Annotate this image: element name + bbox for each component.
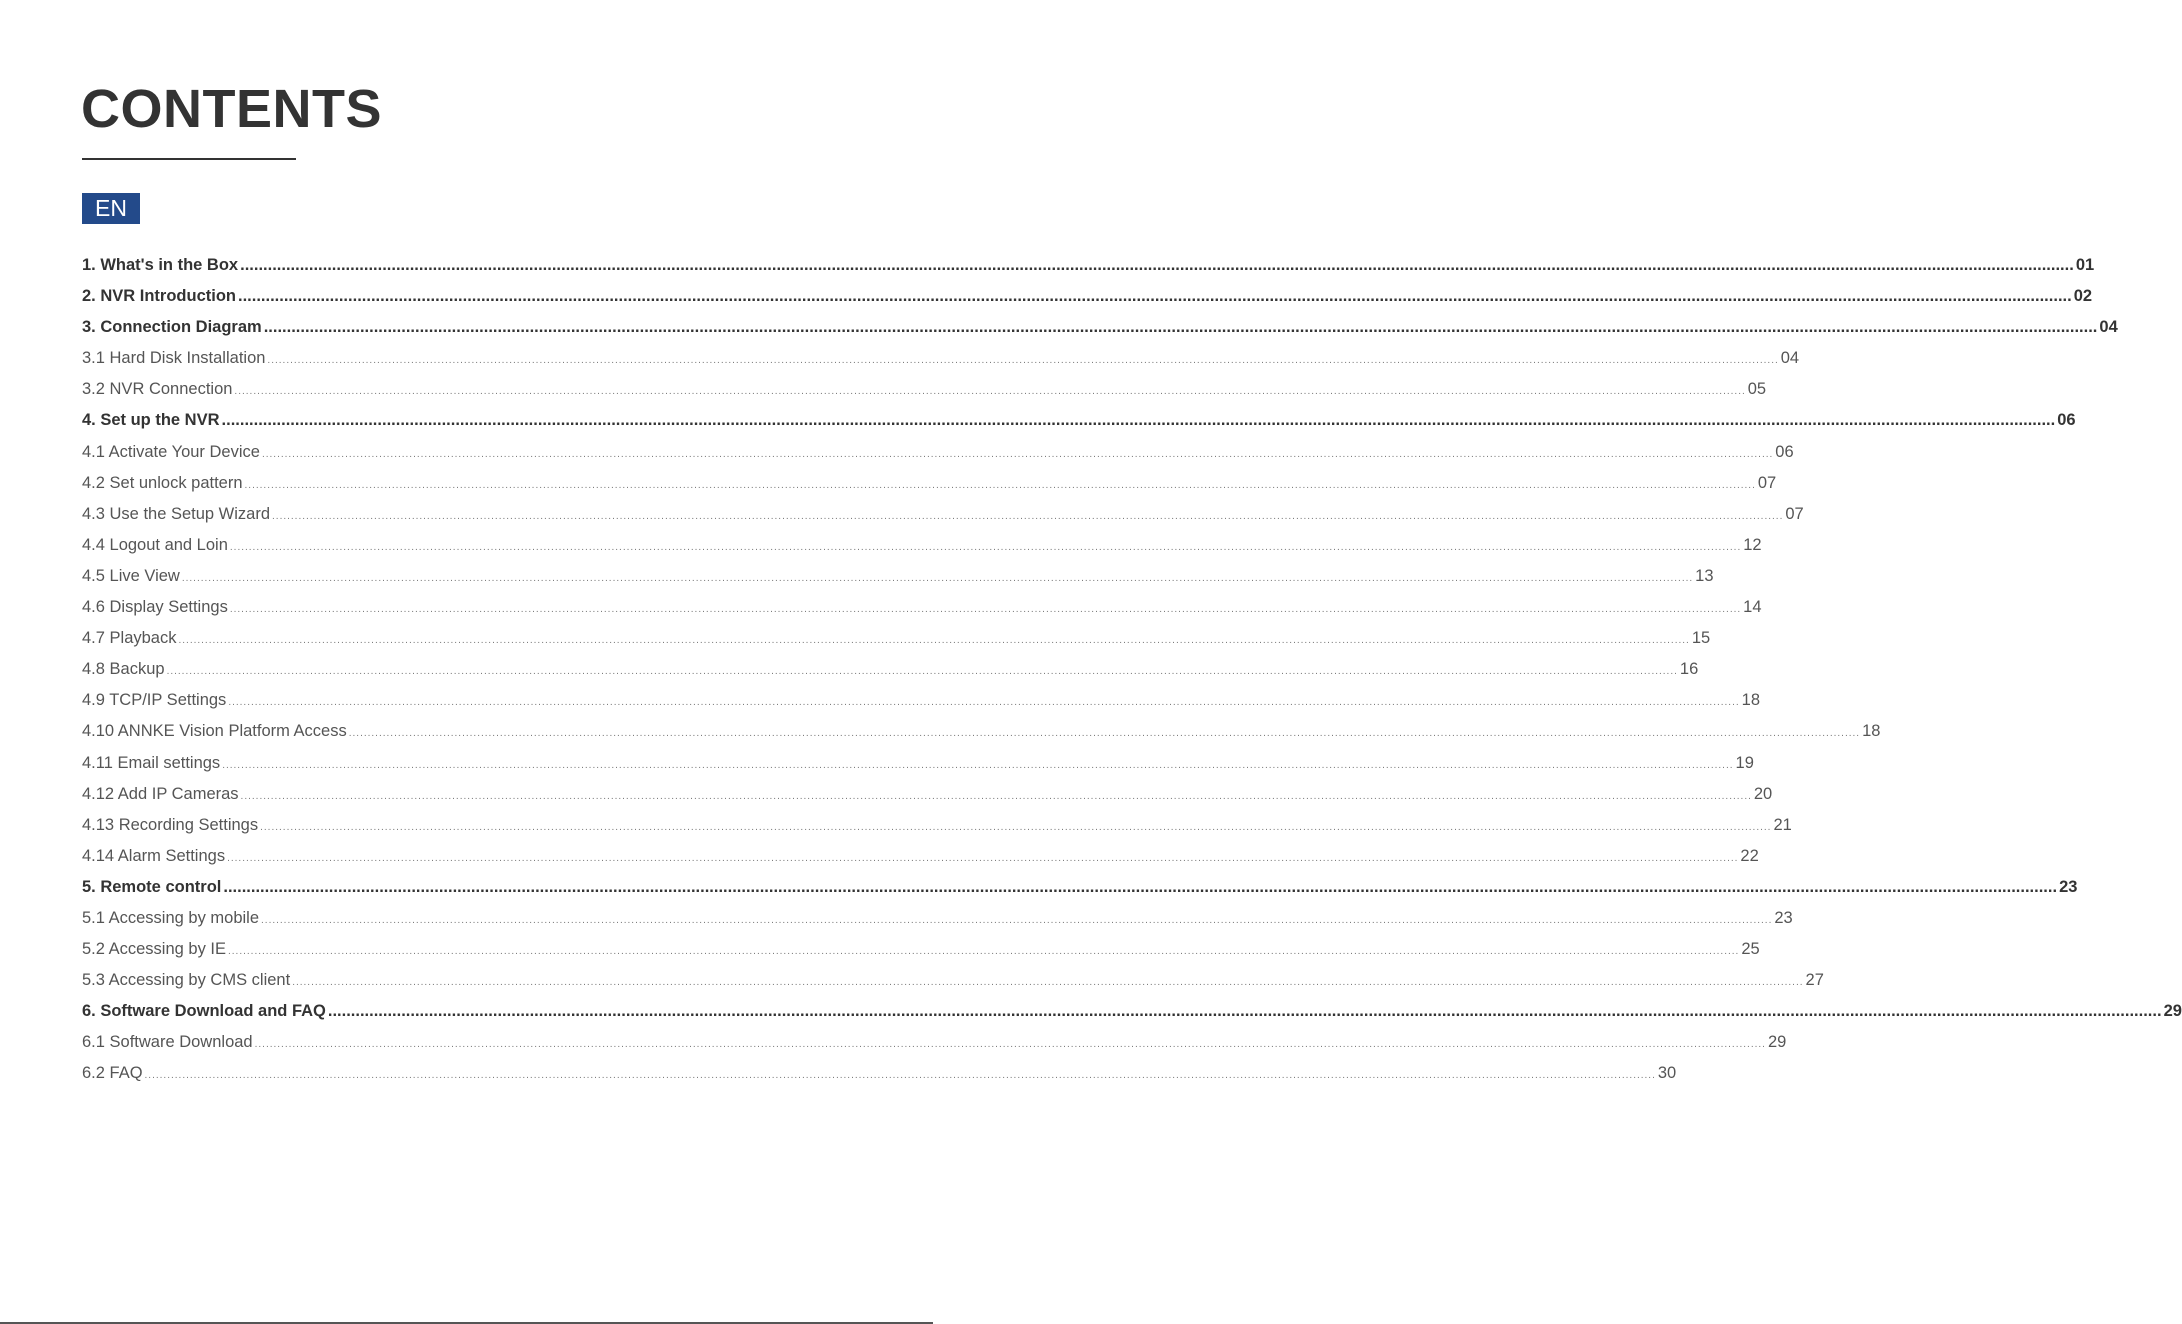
toc-entry-page-number: 18 [1862,722,1881,741]
toc-entry-page-number: 06 [1775,442,1794,461]
toc-entry-label: 4.12 Add IP Cameras [82,784,239,803]
dot-leader: ................................................................................................................................................................................................................................................................................................................................................................................................................ [229,541,1742,553]
toc-entry-page-number: 12 [1743,535,1762,554]
toc-section-entry[interactable] [82,405,2076,436]
toc-entry-label: 5.3 Accessing by CMS client [82,971,291,990]
title-underline [82,158,296,160]
toc-subsection-entry[interactable] [82,1058,1677,1089]
dot-leader: ................................................................................................................................................................................................................................................................................................................................................................................................................ [178,635,1690,647]
table-of-contents [82,250,2182,1090]
toc-entry-label: 4.1 Activate Your Device [82,442,260,461]
toc-entry-page-number: 29 [1767,1033,1787,1052]
toc-entry-label: 4.2 Set unlock pattern [82,473,243,492]
toc-entry-label: 4.4 Logout and Loin [82,535,228,554]
toc-entry-label: 6. Software Download and FAQ [82,1002,326,1021]
toc-entry-label: 4. Set up the NVR [82,411,220,430]
toc-subsection-entry[interactable] [82,592,1762,623]
toc-entry-label: 4.8 Backup [82,660,165,679]
dot-leader: ................................................................................................................................................................................................................................................................................................................................................................................................................ [348,728,1861,740]
toc-section-entry[interactable] [82,312,2118,343]
toc-entry-page-number: 16 [1679,660,1699,679]
toc-subsection-entry[interactable] [82,903,1793,934]
toc-entry-page-number: 30 [1657,1064,1677,1083]
dot-leader: ................................................................................................................................................................................................................................................................................................................................................................................................................ [244,479,1756,491]
toc-entry-page-number: 05 [1747,380,1767,399]
dot-leader: ................................................................................................................................................................................................................................................................................................................................................................................................................ [263,318,2098,337]
toc-subsection-entry[interactable] [82,530,1762,561]
toc-subsection-entry[interactable] [82,934,1760,965]
toc-entry-page-number: 19 [1735,753,1754,772]
toc-entry-label: 3.2 NVR Connection [82,380,233,399]
toc-subsection-entry[interactable] [82,841,1759,872]
dot-leader: ................................................................................................................................................................................................................................................................................................................................................................................................................ [222,759,1734,771]
toc-entry-label: 2. NVR Introduction [82,287,236,306]
dot-leader: ................................................................................................................................................................................................................................................................................................................................................................................................................ [227,852,1739,864]
toc-entry-label: 4.9 TCP/IP Settings [82,691,227,710]
dot-leader: ................................................................................................................................................................................................................................................................................................................................................................................................................ [228,697,1740,709]
toc-subsection-entry[interactable] [82,810,1792,841]
page-title: CONTENTS [81,79,382,139]
toc-section-entry[interactable] [82,996,2182,1027]
dot-leader: ................................................................................................................................................................................................................................................................................................................................................................................................................ [181,572,1694,584]
dot-leader: ................................................................................................................................................................................................................................................................................................................................................................................................................ [292,977,1804,989]
toc-entry-label: 4.14 Alarm Settings [82,846,226,865]
toc-entry-page-number: 23 [2059,877,2078,896]
toc-subsection-entry[interactable] [82,654,1699,685]
toc-subsection-entry[interactable] [82,748,1754,779]
toc-entry-page-number: 21 [1773,815,1792,834]
toc-entry-page-number: 20 [1753,784,1773,803]
toc-subsection-entry[interactable] [82,343,1800,374]
toc-entry-label: 4.3 Use the Setup Wizard [82,504,271,523]
dot-leader: ................................................................................................................................................................................................................................................................................................................................................................................................................ [234,386,1746,398]
dot-leader: ................................................................................................................................................................................................................................................................................................................................................................................................................ [229,604,1742,616]
dot-leader: ................................................................................................................................................................................................................................................................................................................................................................................................................ [144,1070,1656,1082]
dot-leader: ................................................................................................................................................................................................................................................................................................................................................................................................................ [223,877,2058,896]
toc-subsection-entry[interactable] [82,623,1711,654]
dot-leader: ................................................................................................................................................................................................................................................................................................................................................................................................................ [272,510,1784,522]
toc-subsection-entry[interactable] [82,437,1794,468]
toc-entry-label: 4.11 Email settings [82,753,221,772]
toc-entry-label: 4.6 Display Settings [82,598,228,617]
toc-entry-label: 4.10 ANNKE Vision Platform Access [82,722,347,741]
toc-entry-page-number: 02 [2073,287,2093,306]
dot-leader: ................................................................................................................................................................................................................................................................................................................................................................................................................ [327,1002,2162,1021]
toc-subsection-entry[interactable] [82,685,1760,716]
toc-subsection-entry[interactable] [82,468,1777,499]
dot-leader: ................................................................................................................................................................................................................................................................................................................................................................................................................ [166,666,1678,678]
toc-entry-page-number: 04 [1780,349,1800,368]
dot-leader: ................................................................................................................................................................................................................................................................................................................................................................................................................ [260,821,1772,833]
toc-subsection-entry[interactable] [82,499,1804,530]
toc-entry-label: 5. Remote control [82,877,222,896]
toc-entry-label: 4.7 Playback [82,629,177,648]
toc-subsection-entry[interactable] [82,561,1714,592]
dot-leader: ................................................................................................................................................................................................................................................................................................................................................................................................................ [221,411,2056,430]
toc-entry-page-number: 07 [1757,473,1777,492]
toc-entry-page-number: 01 [2075,256,2095,274]
dot-leader: ................................................................................................................................................................................................................................................................................................................................................................................................................ [254,1039,1766,1051]
toc-entry-label: 4.5 Live View [82,566,180,585]
toc-entry-label: 6.2 FAQ [82,1064,143,1083]
toc-section-entry[interactable] [82,872,2078,903]
toc-entry-page-number: 13 [1695,566,1714,585]
toc-subsection-entry[interactable] [82,779,1773,810]
toc-subsection-entry[interactable] [82,374,1767,405]
dot-leader: ................................................................................................................................................................................................................................................................................................................................................................................................................ [228,946,1740,958]
toc-entry-page-number: 22 [1740,846,1759,865]
toc-entry-label: 1. What's in the Box [82,256,239,274]
toc-entry-page-number: 27 [1805,971,1824,990]
toc-entry-label: 3. Connection Diagram [82,318,262,337]
dot-leader: ................................................................................................................................................................................................................................................................................................................................................................................................................ [238,287,2072,306]
toc-entry-page-number: 06 [2057,411,2076,430]
toc-entry-label: 5.2 Accessing by IE [82,940,226,959]
toc-entry-page-number: 29 [2163,1002,2182,1021]
toc-entry-page-number: 04 [2099,318,2118,337]
toc-entry-page-number: 25 [1741,940,1760,959]
dot-leader: ................................................................................................................................................................................................................................................................................................................................................................................................................ [240,790,1752,802]
toc-entry-page-number: 23 [1774,908,1793,927]
dot-leader: ................................................................................................................................................................................................................................................................................................................................................................................................................ [267,355,1779,367]
language-badge: EN [82,193,140,224]
dot-leader: ................................................................................................................................................................................................................................................................................................................................................................................................................ [261,448,1774,460]
toc-entry-page-number: 15 [1691,629,1711,648]
toc-entry-label: 5.1 Accessing by mobile [82,908,260,927]
dot-leader: ................................................................................................................................................................................................................................................................................................................................................................................................................ [240,256,2074,274]
toc-section-entry[interactable] [82,250,2095,281]
toc-subsection-entry[interactable] [82,965,1824,996]
toc-subsection-entry[interactable] [82,716,1881,747]
toc-entry-label: 3.1 Hard Disk Installation [82,349,266,368]
toc-entry-label: 4.13 Recording Settings [82,815,259,834]
toc-entry-page-number: 18 [1741,691,1760,710]
toc-entry-label: 6.1 Software Download [82,1033,253,1052]
toc-subsection-entry[interactable] [82,1027,1787,1058]
dot-leader: ................................................................................................................................................................................................................................................................................................................................................................................................................ [261,914,1773,926]
toc-entry-page-number: 14 [1743,598,1762,617]
toc-section-entry[interactable] [82,281,2093,312]
toc-entry-page-number: 07 [1785,504,1804,523]
